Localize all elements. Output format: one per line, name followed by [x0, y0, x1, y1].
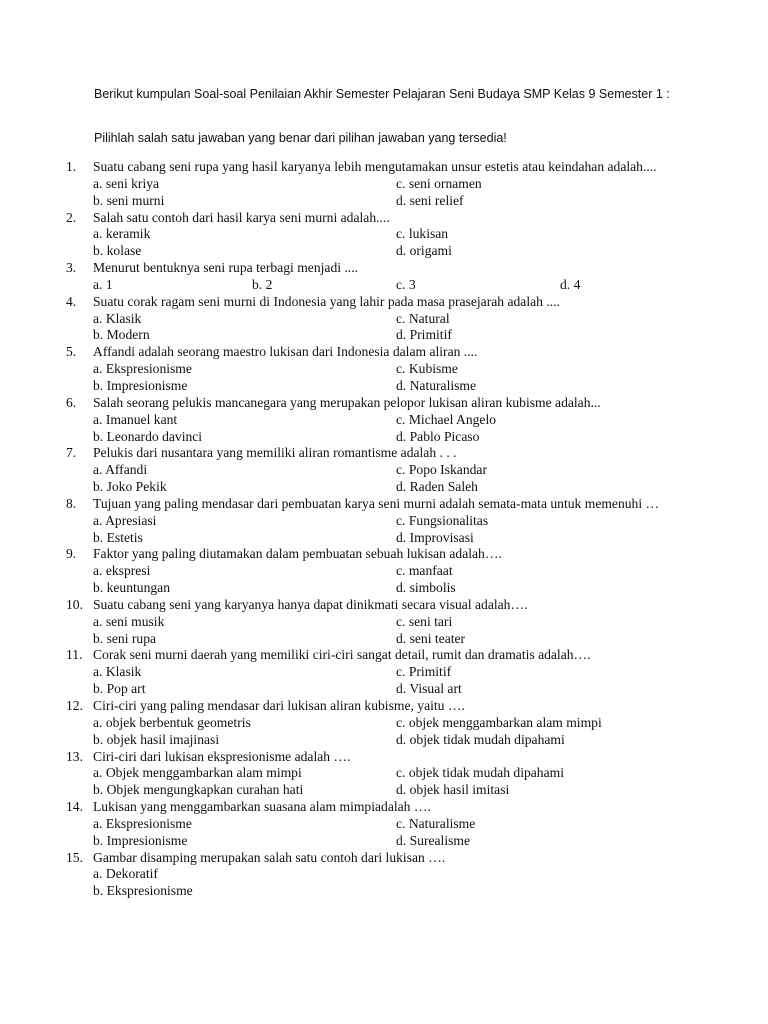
- question-6: [66, 395, 686, 412]
- option-row: [66, 765, 686, 782]
- question-number: 15.: [66, 849, 83, 865]
- option-a: a. keramik: [93, 226, 151, 242]
- option-d: d. origami: [396, 243, 452, 259]
- option-a: a. Apresiasi: [93, 512, 157, 528]
- question-number: 14.: [66, 799, 83, 815]
- option-row: [66, 311, 686, 328]
- question-number: 12.: [66, 698, 83, 713]
- option-row: [66, 782, 686, 799]
- option-b: b. Leonardo davinci: [93, 428, 203, 444]
- option-row: [66, 513, 686, 530]
- option-d: d. 4: [560, 276, 581, 292]
- option-row: [66, 530, 686, 547]
- option-row: [66, 243, 686, 260]
- option-b: b. Impresionisme: [93, 832, 188, 848]
- option-b: b. Joko Pekik: [93, 479, 167, 495]
- question-text: Pelukis dari nusantara yang memiliki aliran romantisme adalah . . .: [93, 445, 457, 461]
- option-row: [66, 866, 686, 883]
- intro-heading: Berikut kumpulan Soal-soal Penilaian Akhir Semester Pelajaran Seni Budaya SMP Kelas 9 Semester 1 :: [94, 87, 670, 101]
- option-b: b. objek hasil imajinasi: [93, 731, 220, 747]
- question-number: 1.: [66, 159, 77, 174]
- question-text: Faktor yang paling diutamakan dalam pembuatan sebuah lukisan adalah….: [93, 546, 502, 562]
- question-text: Tujuan yang paling mendasar dari pembuatan karya seni murni adalah semata-mata untuk memenuhi …: [93, 495, 660, 511]
- question-number: 4.: [66, 293, 77, 309]
- option-d: d. Raden Saleh: [396, 479, 478, 495]
- question-7: [66, 445, 686, 462]
- question-5: [66, 344, 686, 361]
- question-text: Salah seorang pelukis mancanegara yang merupakan pelopor lukisan aliran kubisme adalah...: [93, 394, 601, 410]
- question-text: Ciri-ciri yang paling mendasar dari lukisan aliran kubisme, yaitu ….: [93, 698, 465, 713]
- question-text: Salah satu contoh dari hasil karya seni murni adalah....: [93, 209, 390, 225]
- option-d: d. Surealisme: [396, 832, 470, 848]
- question-text: Suatu cabang seni rupa yang hasil karyanya lebih mengutamakan unsur estetis atau keindahan adalah....: [93, 159, 657, 174]
- question-1: [66, 159, 686, 176]
- question-text: Suatu cabang seni yang karyanya hanya dapat dinikmati secara visual adalah….: [93, 596, 528, 612]
- option-d: d. seni relief: [396, 192, 464, 208]
- option-d: d. objek hasil imitasi: [396, 782, 510, 798]
- option-a: a. 1: [93, 276, 113, 292]
- option-b: b. seni rupa: [93, 630, 157, 646]
- option-b: b. Ekspresionisme: [93, 883, 193, 899]
- option-c: c. objek menggambarkan alam mimpi: [396, 714, 602, 730]
- question-number: 9.: [66, 546, 77, 562]
- option-c: c. objek tidak mudah dipahami: [396, 765, 564, 781]
- option-row: [66, 664, 686, 681]
- option-a: a. Dekoratif: [93, 866, 158, 882]
- option-row: [66, 833, 686, 850]
- option-b: b. Objek mengungkapkan curahan hati: [93, 782, 304, 798]
- option-c: c. seni ornamen: [396, 175, 482, 191]
- option-row: [66, 327, 686, 344]
- option-a: a. seni kriya: [93, 175, 160, 191]
- question-text: Gambar disamping merupakan salah satu contoh dari lukisan ….: [93, 849, 446, 865]
- option-b: b. Modern: [93, 327, 150, 343]
- option-c: c. Primitif: [396, 664, 452, 680]
- option-d: d. simbolis: [396, 580, 456, 596]
- option-a: a. Klasik: [93, 310, 142, 326]
- intro-instruction: Pilihlah salah satu jawaban yang benar dari pilihan jawaban yang tersedia!: [94, 131, 507, 145]
- option-row: [66, 883, 686, 900]
- option-row: [66, 715, 686, 732]
- option-a: a. Affandi: [93, 462, 148, 478]
- option-a: a. ekspresi: [93, 563, 151, 579]
- question-12: [66, 698, 686, 715]
- question-number: 3.: [66, 260, 77, 276]
- option-row: [66, 614, 686, 631]
- option-c: c. lukisan: [396, 226, 449, 242]
- option-d: d. Improvisasi: [396, 529, 474, 545]
- question-number: 5.: [66, 344, 77, 360]
- option-c: c. manfaat: [396, 563, 453, 579]
- option-row: [66, 361, 686, 378]
- option-c: c. Fungsionalitas: [396, 512, 489, 528]
- question-9: [66, 546, 686, 563]
- option-d: d. objek tidak mudah dipahami: [396, 731, 565, 747]
- option-a: a. Imanuel kant: [93, 411, 178, 427]
- question-13: [66, 749, 686, 766]
- option-c: c. Naturalisme: [396, 815, 476, 831]
- option-row: [66, 412, 686, 429]
- option-c: c. Natural: [396, 310, 450, 326]
- option-a: a. objek berbentuk geometris: [93, 714, 251, 730]
- question-number: 11.: [66, 647, 83, 663]
- option-row: [66, 429, 686, 446]
- option-b: b. Pop art: [93, 681, 146, 697]
- option-row: [66, 732, 686, 749]
- question-text: Suatu corak ragam seni murni di Indonesia yang lahir pada masa prasejarah adalah ....: [93, 293, 560, 309]
- option-row: [66, 193, 686, 210]
- option-row: [66, 277, 686, 294]
- option-d: d. Visual art: [396, 681, 462, 697]
- question-number: 8.: [66, 495, 77, 511]
- question-4: [66, 294, 686, 311]
- option-row: [66, 226, 686, 243]
- option-row: [66, 816, 686, 833]
- option-c: c. Michael Angelo: [396, 411, 497, 427]
- option-row: [66, 176, 686, 193]
- option-d: d. seni teater: [396, 630, 466, 646]
- question-text: Corak seni murni daerah yang memiliki ciri-ciri sangat detail, rumit dan dramatis adalah….: [93, 647, 591, 663]
- option-row: [66, 563, 686, 580]
- option-c: c. Popo Iskandar: [396, 462, 487, 478]
- question-text: Affandi adalah seorang maestro lukisan dari Indonesia dalam aliran ....: [93, 344, 478, 360]
- option-a: a. Ekspresionisme: [93, 815, 192, 831]
- question-text: Ciri-ciri dari lukisan ekspresionisme adalah ….: [93, 748, 351, 764]
- question-number: 6.: [66, 394, 77, 410]
- question-8: [66, 496, 686, 513]
- option-row: [66, 378, 686, 395]
- question-text: Lukisan yang menggambarkan suasana alam mimpiadalah ….: [93, 799, 431, 815]
- question-number: 10.: [66, 596, 83, 612]
- question-14: [66, 799, 686, 816]
- option-b: b. Impresionisme: [93, 377, 188, 393]
- option-row: [66, 631, 686, 648]
- option-c: c. seni tari: [396, 613, 453, 629]
- option-row: [66, 681, 686, 698]
- question-number: 7.: [66, 445, 77, 461]
- option-d: d. Pablo Picaso: [396, 428, 480, 444]
- option-b: b. kolase: [93, 243, 142, 259]
- question-number: 13.: [66, 748, 83, 764]
- option-d: d. Naturalisme: [396, 377, 477, 393]
- question-15: [66, 850, 686, 867]
- option-b: b. keuntungan: [93, 580, 171, 596]
- option-c: c. Kubisme: [396, 361, 458, 377]
- question-text: Menurut bentuknya seni rupa terbagi menjadi ....: [93, 260, 359, 276]
- option-row: [66, 580, 686, 597]
- question-10: [66, 597, 686, 614]
- question-11: [66, 647, 686, 664]
- option-a: a. seni musik: [93, 613, 165, 629]
- option-b: b. seni murni: [93, 192, 165, 208]
- option-a: a. Klasik: [93, 664, 142, 680]
- option-c: c. 3: [396, 276, 416, 292]
- option-a: a. Ekspresionisme: [93, 361, 192, 377]
- question-list: [66, 159, 686, 900]
- question-number: 2.: [66, 209, 77, 225]
- option-row: [66, 462, 686, 479]
- option-d: d. Primitif: [396, 327, 452, 343]
- option-row: [66, 479, 686, 496]
- option-b: b. 2: [252, 276, 273, 292]
- option-b: b. Estetis: [93, 529, 143, 545]
- question-3: [66, 260, 686, 277]
- question-2: [66, 210, 686, 227]
- option-a: a. Objek menggambarkan alam mimpi: [93, 765, 302, 781]
